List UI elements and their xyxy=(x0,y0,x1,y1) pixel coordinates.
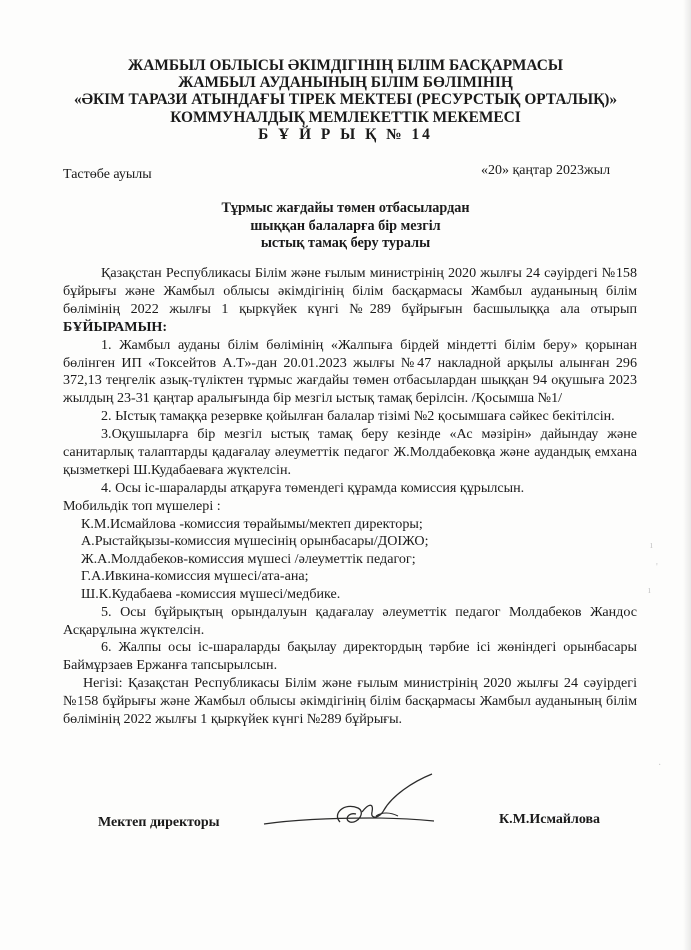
title-line-1: Тұрмыс жағдайы төмен отбасылардан xyxy=(221,200,470,216)
intro-text: Қазақстан Республикасы Білім және ғылым министрінің 2020 жылғы 24 сәуірдегі №158 бұйрығы және Жамбыл облысы әкімдігінің білім басқармасы Жамбыл ауданының білім бөлімінің 2022 жылғы 1 қыркүйек күнгі №289 бұйрығын басшылыққа ала отырып xyxy=(63,265,637,317)
member-5: Ш.К.Кудабаева -комиссия мүшесі/медбике. xyxy=(81,586,341,603)
item-3: 3.Оқушыларға бір мезгіл ыстық тамақ беру кезінде «Ас мәзірін» дайындау және санитарлық талаптарды қадағалау әлеуметтік педагог Ж.Молдабековқа және аудандық емхана қызметкері Ш.Кудабаеваға жүктелсін. xyxy=(63,426,637,478)
scan-artifact: ' xyxy=(656,562,658,573)
header-line-4: КОММУНАЛДЫҚ МЕМЛЕКЕТТІК МЕКЕМЕСІ xyxy=(170,108,521,126)
handwritten-signature-icon xyxy=(262,772,452,842)
member-2: А.Рыстайқызы-комиссия мүшесінің орынбасары/ДОІЖО; xyxy=(81,533,429,550)
order-body xyxy=(63,265,637,729)
signatory-name: К.М.Исмайлова xyxy=(499,812,601,827)
scan-artifact: · xyxy=(658,760,662,771)
signature-block xyxy=(0,812,691,852)
intro-paragraph xyxy=(63,265,637,337)
item-5: 5. Осы бұйрықтың орындалуын қадағалау әлеуметтік педагог Молдабеков Жандос Асқарұлына жүктелсін. xyxy=(63,603,637,638)
scan-artifact: ı xyxy=(650,540,653,551)
title-line-3: ыстық тамақ беру туралы xyxy=(260,235,431,251)
signatory-title: Мектеп директоры xyxy=(98,815,220,830)
item-1: 1. Жамбыл ауданы білім бөлімінің «Жалпыға бірдей міндетті білім беру» қорынан бөлінген ИП «Токсейтов А.Т»-дан 20.01.2023 жылғы №47 накладной арқылы алынған 296 372,13 теңгелік азық-түліктен тұрмыс жағдайы төмен отбасылардан шыққан 94 оқушыға 2023 жылдың 23-31 қаңтар аралығында бір мезгіл ыстық тамақ берілсін. /Қосымша №1/ xyxy=(63,336,637,407)
place-name: Тастөбе ауылы xyxy=(63,167,152,182)
header-line-3: «ӘКІМ ТАРАЗИ АТЫНДАҒЫ ТІРЕК МЕКТЕБІ (РЕСУРСТЫҚ ОРТАЛЫҚ)» xyxy=(73,91,618,109)
item-6: 6. Жалпы осы іс-шараларды бақылау директордың тәрбие ісі жөніндегі орынбасары Баймұрзаев Ержанға тапсырылсын. xyxy=(63,639,637,674)
scan-artifact: ı xyxy=(648,585,651,596)
order-title xyxy=(0,200,691,253)
member-1: К.М.Исмайлова -комиссия төрайымы/мектеп директоры; xyxy=(81,515,423,532)
order-number: Б Ұ Й Р Ы Қ № 14 xyxy=(258,125,433,143)
basis-paragraph: Негізі: Қазақстан Республикасы Білім және ғылым министрінің 2020 жылғы 24 сәуірдегі №158 бұйрығы және Жамбыл облысы әкімдігінің білім басқармасы Жамбыл ауданының білім бөлімінің 2022 жылғы 1 қыркүйек күнгі №289 бұйрығы. xyxy=(63,675,637,728)
title-line-2: шыққан балаларға бір мезгіл xyxy=(250,217,441,234)
item-4: 4. Осы іс-шараларды атқаруға төмендегі құрамда комиссия құрылсын. xyxy=(101,479,525,496)
header-line-2: ЖАМБЫЛ АУДАНЫНЫҢ БІЛІМ БӨЛІМІНІҢ xyxy=(178,74,513,92)
intro-command: БҰЙЫРАМЫН: xyxy=(63,318,168,335)
document-header xyxy=(0,57,691,143)
header-line-1: ЖАМБЫЛ ОБЛЫСЫ ӘКІМДІГІНІҢ БІЛІМ БАСҚАРМАСЫ xyxy=(128,57,563,74)
member-3: Ж.А.Молдабеков-комиссия мүшесі /әлеуметтік педагог; xyxy=(81,550,416,567)
order-date: «20» қаңтар 2023жыл xyxy=(481,163,611,178)
item-2: 2. Ыстық тамаққа резервке қойылған балалар тізімі №2 қосымшаға сәйкес бекітілсін. xyxy=(101,408,615,425)
mobile-group-label: Мобильдік топ мүшелері : xyxy=(63,497,221,514)
member-4: Г.А.Ивкина-комиссия мүшесі/ата-ана; xyxy=(81,568,309,585)
